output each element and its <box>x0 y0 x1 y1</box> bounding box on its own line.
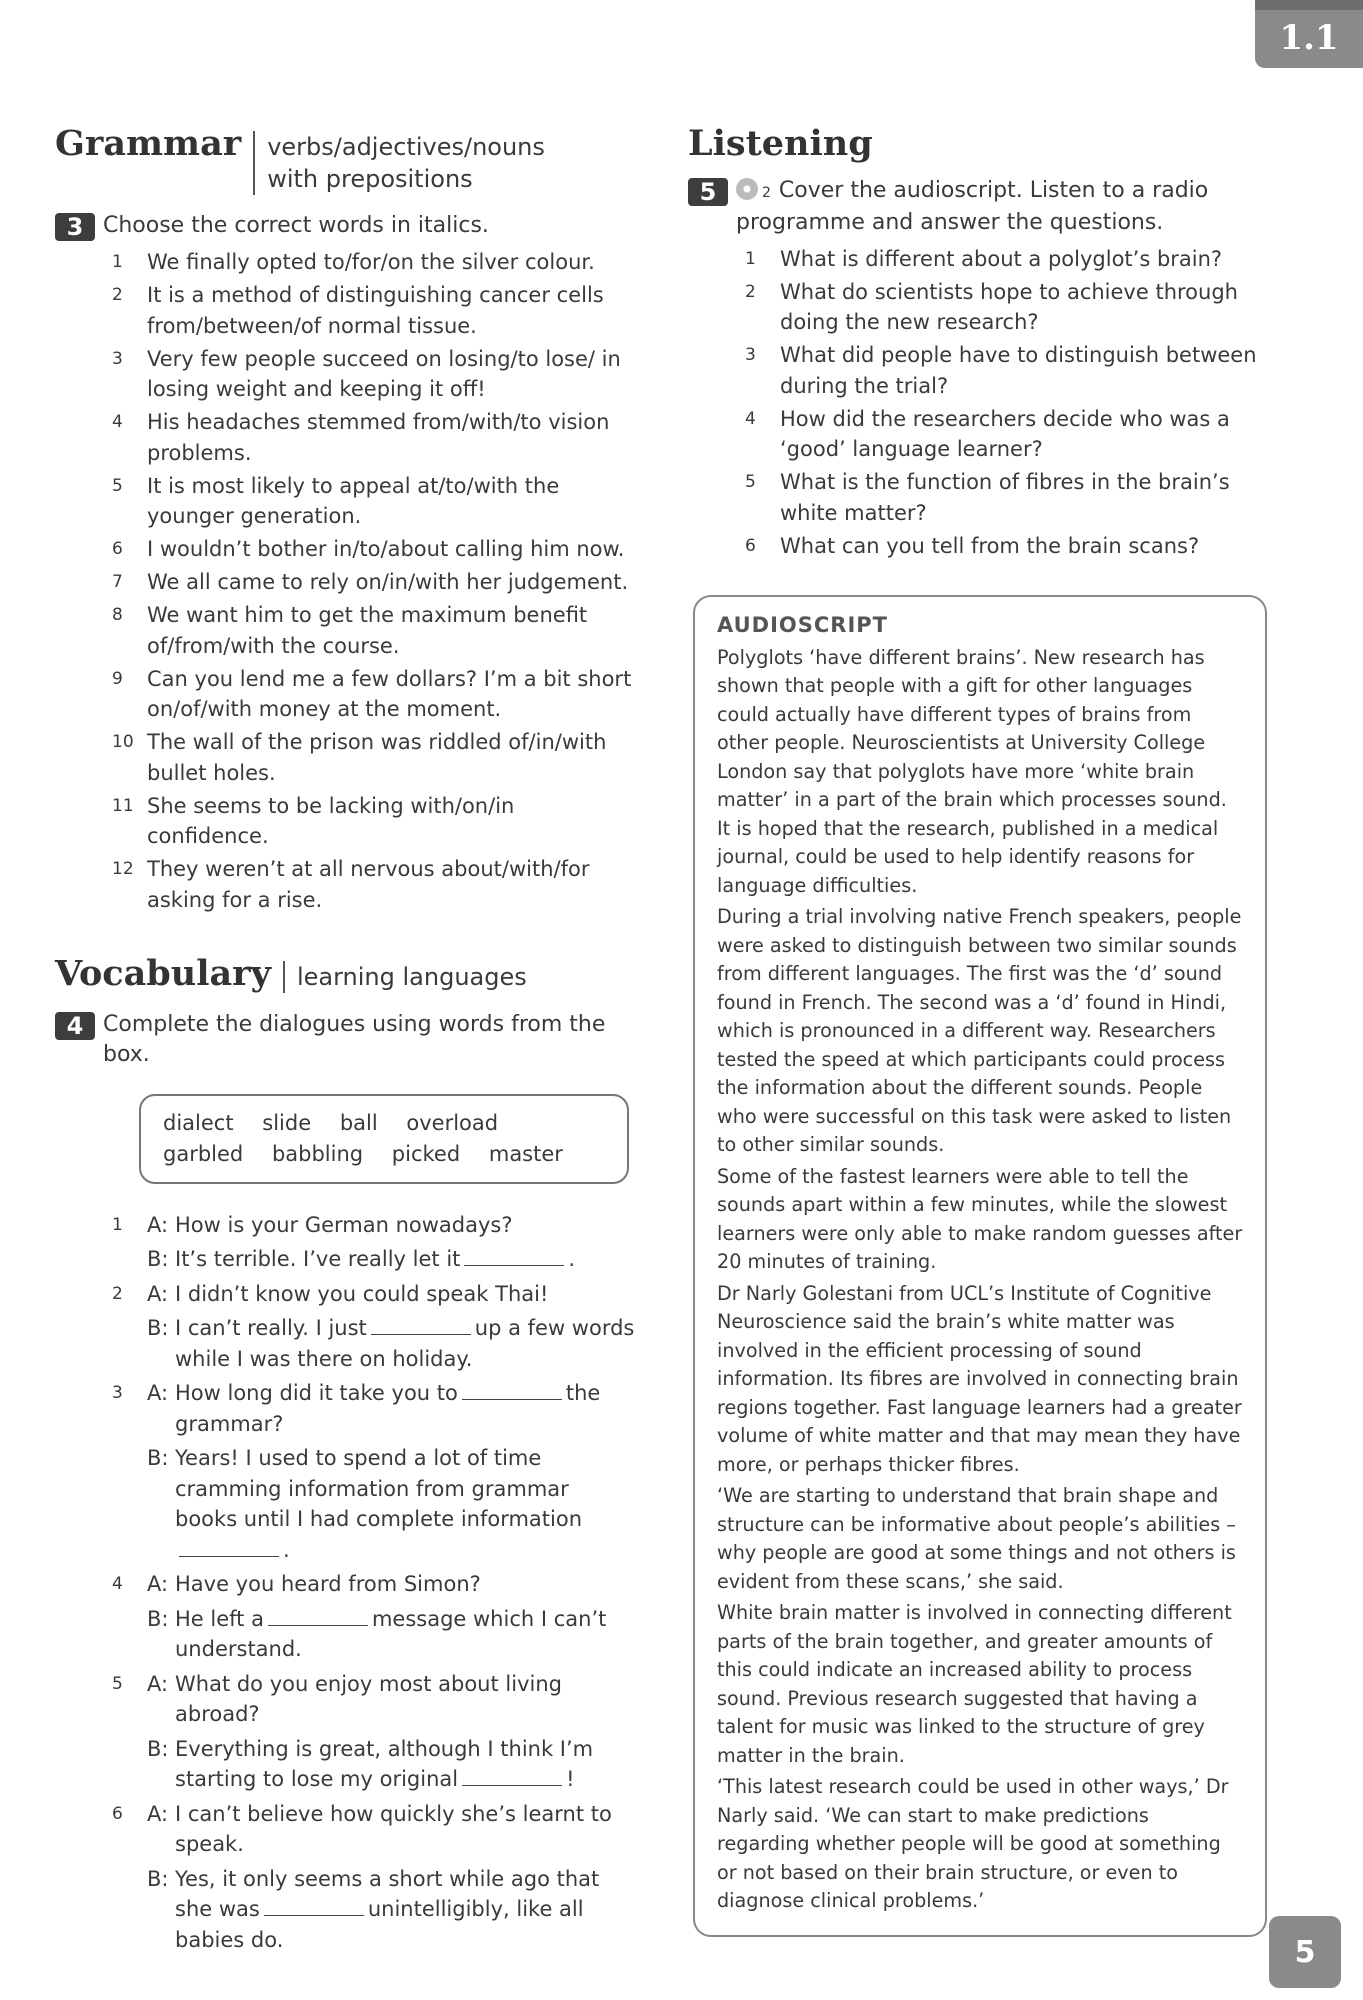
audioscript-box <box>693 595 1267 1937</box>
audioscript-paragraph: Dr Narly Golestani from UCL’s Institute of Cognitive Neuroscience said the brain’s white matter was involved in the efficient processing of sound information. Its fibres are involved in connecting brain regions together. Fast language learners had a greater volume of white matter and that may mean they have more, or perhaps thicker fibres. <box>717 1281 1242 1476</box>
answer-blank[interactable] <box>268 1607 368 1626</box>
instruction-text: Cover the audioscript. Listen to a radio programme and answer the questions. <box>736 177 1209 235</box>
answer-blank[interactable] <box>264 1897 364 1916</box>
list-item: 11 She seems to be lacking with/on/in confidence. <box>112 793 515 848</box>
vocabulary-header <box>55 955 635 994</box>
box-word: overload <box>406 1110 499 1135</box>
grammar-header <box>55 125 635 195</box>
list-item: 6 What can you tell from the brain scans? <box>745 533 1200 558</box>
box-word: master <box>488 1141 563 1166</box>
box-word: slide <box>262 1110 312 1135</box>
dialogue-line: 1 A: How is your German nowadays? <box>112 1212 513 1237</box>
list-item: 4 His headaches stemmed from/with/to vision problems. <box>112 410 610 465</box>
dialogue-line: 3 A: How long did it take you to the grammar? <box>112 1381 601 1436</box>
list-item: 4 How did the researchers decide who was a ‘good’ language learner? <box>745 406 1230 461</box>
instruction-text: Choose the correct words in italics. <box>103 213 489 238</box>
list-item: 6 I wouldn’t bother in/to/about calling him now. <box>112 537 625 561</box>
dialogue-line: 2 A: I didn’t know you could speak Thai! <box>112 1281 549 1306</box>
list-item: 10 The wall of the prison was riddled of/in/with bullet holes. <box>112 730 607 785</box>
exercise-number-badge: 4 <box>55 1012 95 1040</box>
dialogue-line: B: It’s terrible. I’ve really let it . <box>147 1247 576 1271</box>
audioscript-paragraph: Some of the fastest learners were able to tell the sounds apart within a few minutes, while the slowest learners were only able to make random guesses after 20 minutes of training. <box>717 1164 1243 1273</box>
dialogue-line: 6 A: I can’t believe how quickly she’s learnt to speak. <box>112 1801 612 1856</box>
box-word: babbling <box>271 1141 364 1166</box>
unit-tab: 1.1 <box>1255 0 1363 68</box>
dialogue-line: B: I can’t really. I just up a few words while I was there on holiday. <box>147 1316 635 1371</box>
dialogue-line: B: Yes, it only seems a short while ago that she was unintelligibly, like all babies do. <box>147 1866 600 1952</box>
list-item: 3 What did people have to distinguish between during the trial? <box>745 343 1257 398</box>
list-item: 5 What is the function of fibres in the brain’s white matter? <box>745 470 1230 525</box>
list-item: 3 Very few people succeed on losing/to lose/ in losing weight and keeping it off! <box>112 346 621 401</box>
list-item: 7 We all came to rely on/in/with her judgement. <box>112 570 629 594</box>
vocabulary-title: Vocabulary <box>55 953 271 994</box>
audioscript-paragraph: White brain matter is involved in connecting different parts of the brain together, and greater amounts of this could indicate an increased ability to process sound. Previous research suggested that having a talent for music was linked to the structure of grey matter in the brain. <box>717 1601 1232 1767</box>
exercise-3-instruction <box>55 211 635 241</box>
right-column <box>688 125 1272 1937</box>
list-item: 12 They weren’t at all nervous about/with/for asking for a rise. <box>112 857 590 912</box>
list-item: 9 Can you lend me a few dollars? I’m a bit short on/of/with money at the moment. <box>112 666 632 721</box>
audioscript-heading: AUDIOSCRIPT <box>717 613 888 637</box>
left-column <box>55 125 635 1959</box>
list-item: 2 What do scientists hope to achieve through doing the new research? <box>745 279 1238 334</box>
audioscript-paragraph: ‘This latest research could be used in other ways,’ Dr Narly said. ‘We can start to make predictions regarding whether people will be good at something or not based on their brain structure, or even to diagnose clinical problems.’ <box>717 1775 1229 1912</box>
audioscript-paragraph: During a trial involving native French speakers, people were asked to distinguish between two similar sounds from different languages. The first was the ‘d’ sound found in French. The second was a ‘d’ found in Hindi, which is pronounced in a different way. Researchers tested the speed at which participants could process the information about the different sounds. People who were successful on this task were asked to listen to other similar sounds. <box>717 905 1242 1156</box>
page-number: 5 <box>1269 1916 1341 1988</box>
exercise-number-badge: 3 <box>55 213 95 241</box>
vocabulary-subtitle: learning languages <box>283 961 527 993</box>
box-word: garbled <box>163 1141 244 1166</box>
exercise-4-instruction <box>55 1010 635 1070</box>
answer-blank[interactable] <box>462 1381 562 1400</box>
word-box-row <box>163 1108 605 1139</box>
grammar-items <box>55 247 635 915</box>
exercise-5-instruction <box>688 176 1272 238</box>
exercise-number-badge: 5 <box>688 178 728 206</box>
instruction-text: Complete the dialogues using words from the box. <box>103 1011 606 1067</box>
list-item: 2 It is a method of distinguishing cancer cells from/between/of normal tissue. <box>112 283 604 338</box>
box-word: dialect <box>163 1110 234 1135</box>
word-box <box>139 1094 629 1184</box>
grammar-title: Grammar <box>55 123 242 164</box>
answer-blank[interactable] <box>462 1767 562 1786</box>
box-word: picked <box>391 1141 461 1166</box>
dialogues <box>55 1210 635 1956</box>
audioscript-paragraph: ‘We are starting to understand that brain shape and structure can be informative about people’s abilities – why people are good at some things and not others is evident from these scans,’ she said. <box>717 1484 1236 1593</box>
listening-header <box>688 125 1272 164</box>
box-word: ball <box>339 1110 378 1135</box>
list-item: 8 We want him to get the maximum benefit of/from/with the course. <box>112 603 588 658</box>
dialogue-line: B: Everything is great, although I think I’m starting to lose my original ! <box>147 1736 594 1791</box>
list-item: 1 We finally opted to/for/on the silver colour. <box>112 250 595 274</box>
dialogue-line: B: Years! I used to spend a lot of time cramming information from grammar books until I had complete information. <box>147 1446 583 1562</box>
grammar-subtitle: verbs/adjectives/nouns with prepositions <box>253 131 567 195</box>
answer-blank[interactable] <box>371 1316 471 1335</box>
listening-title: Listening <box>688 123 873 164</box>
cd-icon <box>736 178 758 200</box>
track-number: 2 <box>762 184 771 201</box>
dialogue-line: B: He left a message which I can’t understand. <box>147 1606 607 1661</box>
listening-questions <box>688 244 1272 562</box>
dialogue-line: 5 A: What do you enjoy most about living abroad? <box>112 1671 562 1726</box>
list-item: 5 It is most likely to appeal at/to/with the younger generation. <box>112 473 560 528</box>
word-box-row <box>163 1139 605 1170</box>
list-item: 1 What is different about a polyglot’s brain? <box>745 246 1223 271</box>
audioscript-paragraph: Polyglots ‘have different brains’. New research has shown that people with a gift for other languages could actually have different types of brains from other people. Neuroscientists at University College London say that polyglots have more ‘white brain matter’ in a part of the brain which processes sound. It is hoped that the research, published in a medical journal, could be used to help identify reasons for language difficulties. <box>717 645 1227 897</box>
answer-blank[interactable] <box>179 1538 279 1557</box>
dialogue-line: 4 A: Have you heard from Simon? <box>112 1572 481 1596</box>
answer-blank[interactable] <box>464 1247 564 1266</box>
